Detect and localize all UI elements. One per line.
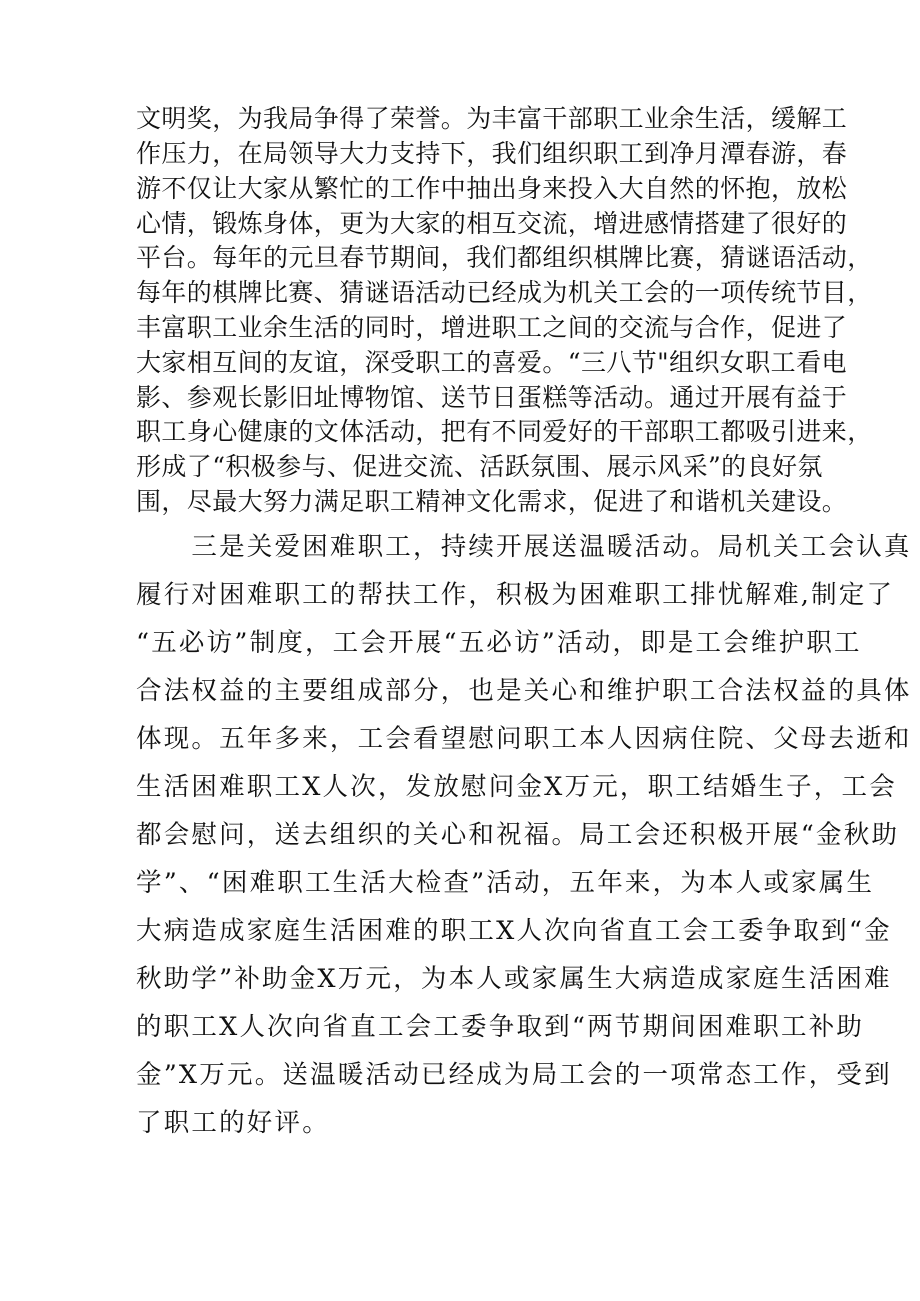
text-line: 履行对困难职工的帮扶工作，积极为困难职工排忧解难,制定了 [136,580,895,610]
text-line: 心情，锻炼身体，更为大家的相互交流，增进感情搭建了很好的 [136,209,848,238]
text-line: 秋助学”补助金X万元，为本人或家属生大病造成家庭生活困难 [136,964,892,994]
text-line: 围，尽最大努力满足职工精神文化需求，促进了和谐机关建设。 [136,487,848,516]
text-line: 生活困难职工X人次，发放慰问金X万元，职工结婚生子，工会 [136,772,897,802]
text-line: 了职工的好评。 [136,1108,330,1138]
text-line: 形成了“积极参与、促进交流、活跃氛围、展示风采”的良好氛 [136,452,823,481]
text-line: 平台。每年的元旦春节期间，我们都组织棋牌比赛，猜谜语活动， [136,243,873,272]
text-line: 的职工X人次向省直工会工委争取到“两节期间困难职工补助 [136,1012,865,1042]
text-line: 合法权益的主要组成部分，也是关心和维护职工合法权益的具体 [136,676,912,706]
text-line: 职工身心健康的文体活动，把有不同爱好的干部职工都吸引进来， [136,417,873,446]
text-line: 影、参观长影旧址博物馆、送节日蛋糕等活动。通过开展有益于 [136,383,848,412]
text-line: 每年的棋牌比赛、猜谜语活动已经成为机关工会的一项传统节目， [136,278,873,307]
text-line: 丰富职工业余生活的同时，增进职工之间的交流与合作，促进了 [136,313,848,342]
text-line: 三是关爱困难职工，持续开展送温暖活动。局机关工会认真 [136,532,912,562]
text-line: 学”、“困难职工生活大检查”活动，五年来，为本人或家属生 [136,868,875,898]
text-line: 作压力，在局领导大力支持下，我们组织职工到净月潭春游，春 [136,139,848,168]
text-line: 体现。五年多来，工会看望慰问职工本人因病住院、父母去逝和 [136,724,912,754]
text-line: 大病造成家庭生活困难的职工X人次向省直工会工委争取到“金 [136,916,892,946]
text-line: “五必访”制度，工会开展“五必访”活动，即是工会维护职工 [136,628,862,658]
text-line: 文明奖，为我局争得了荣誉。为丰富干部职工业余生活，缓解工 [136,104,848,133]
text-line: 大家相互间的友谊，深受职工的喜爱。“三八节"组织女职工看电 [136,348,847,377]
text-line: 游不仅让大家从繁忙的工作中抽出身来投入大自然的怀抱，放松 [136,174,848,203]
text-line: 金”X万元。送温暖活动已经成为局工会的一项常态工作，受到 [136,1060,892,1090]
text-line: 都会慰问，送去组织的关心和祝福。局工会还积极开展“金秋助 [136,820,900,850]
